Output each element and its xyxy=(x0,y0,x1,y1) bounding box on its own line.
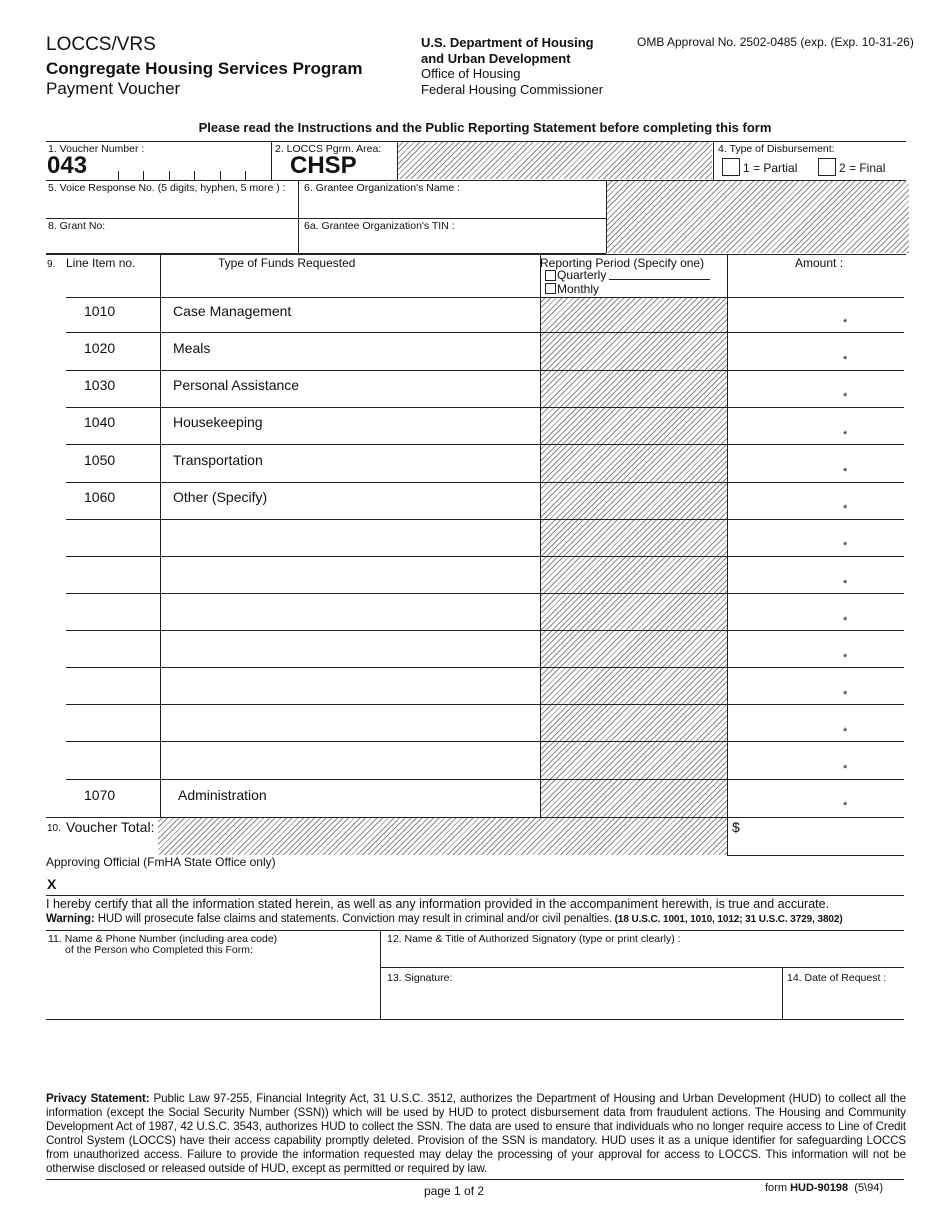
amount-asterisk[interactable]: * xyxy=(843,578,848,590)
funds-type-header: Type of Funds Requested xyxy=(218,256,356,270)
office-line-1: Office of Housing xyxy=(421,66,521,81)
reporting-period-header: Reporting Period (Specify one) xyxy=(540,256,705,270)
amount-asterisk[interactable]: * xyxy=(843,726,848,738)
funds-type: Meals xyxy=(173,340,211,356)
quarterly-label: Quarterly xyxy=(557,268,607,282)
final-label: 2 = Final xyxy=(839,161,886,175)
privacy-text: Public Law 97-255, Financial Integrity Act, 31 U.S.C. 3512, authorizes the Department of Housing and Urban Development (HUD) to collect all the information (except the Social Security Number (SSN)) which will be used by HUD to protect disbursement data from fraudulent actions. The Housing and Community Development Act of 1987, 42 U.S.C. 3543, authorizes HUD to collect the SSN. The data are used to ensure that individuals who no longer require access to Line of Credit Control System (LOCCS) have their access capability promptly deleted. Provision of the SSN is mandatory. HUD uses it as a unique identifier for safeguarding LOCCS from unauthorized access. Failure to provide the information requested may delay the processing of your approval for access to LOCCS. This information will not be otherwise disclosed or released outside of HUD, except as permitted or required by law. xyxy=(46,1092,907,1176)
warning-label: Warning: xyxy=(46,913,95,925)
warning-statement xyxy=(46,913,843,925)
name-phone-label-1: 11. Name & Phone Number (including area code) xyxy=(48,933,278,945)
amount-asterisk[interactable]: * xyxy=(843,689,848,701)
funds-type: Transportation xyxy=(173,452,263,468)
line-item-code: 1050 xyxy=(84,452,116,468)
amount-asterisk[interactable]: * xyxy=(843,800,848,812)
funds-type: Personal Assistance xyxy=(173,377,300,393)
privacy-title: Privacy Statement: xyxy=(46,1092,150,1105)
section-9-number: 9. xyxy=(47,259,56,270)
agency-line-1: U.S. Department of Housing xyxy=(421,35,594,50)
monthly-label: Monthly xyxy=(557,282,600,296)
loccs-area-label: 2. LOCCS Pgrm. Area: xyxy=(275,143,382,155)
approving-official-label: Approving Official (FmHA State Office only) xyxy=(46,855,276,869)
approval-signature-mark[interactable]: X xyxy=(47,876,57,892)
form-prefix: form xyxy=(765,1182,791,1194)
grantee-tin-label: 6a. Grantee Organization's TIN : xyxy=(304,220,455,232)
amount-asterisk[interactable]: * xyxy=(843,317,848,329)
hatched-area-grantee xyxy=(607,181,909,253)
amount-asterisk[interactable]: * xyxy=(843,652,848,664)
form-date: (5\94) xyxy=(854,1182,884,1194)
funds-type: Other (Specify) xyxy=(173,489,268,505)
amount-asterisk[interactable]: * xyxy=(843,503,848,515)
partial-label: 1 = Partial xyxy=(743,161,798,175)
funds-type: Administration xyxy=(178,787,267,803)
quarterly-checkbox[interactable] xyxy=(545,270,556,281)
signature-label: 13. Signature: xyxy=(387,972,453,984)
warning-text: HUD will prosecute false claims and statements. Conviction may result in criminal and/or civil penalties. xyxy=(94,913,612,925)
voucher-total-dollar[interactable]: $ xyxy=(732,819,740,835)
line-item-code: 1030 xyxy=(84,377,116,393)
office-line-2: Federal Housing Commissioner xyxy=(421,82,604,97)
form-id xyxy=(765,1182,883,1194)
agency-line-2: and Urban Development xyxy=(421,51,571,66)
funds-type: Housekeeping xyxy=(173,414,263,430)
amount-asterisk[interactable]: * xyxy=(843,615,848,627)
disbursement-type-label: 4. Type of Disbursement: xyxy=(718,143,835,155)
privacy-statement xyxy=(46,1092,906,1177)
voice-response-label: 5. Voice Response No. (5 digits, hyphen, 5 more ) : xyxy=(48,182,286,194)
omb-approval: OMB Approval No. 2502-0485 (exp. (Exp. 10-31-26) xyxy=(637,35,914,49)
amount-asterisk[interactable]: * xyxy=(843,354,848,366)
section-10-number: 10. xyxy=(47,823,61,834)
line-item-code: 1060 xyxy=(84,489,116,505)
amount-asterisk[interactable]: * xyxy=(843,391,848,403)
amount-header: Amount : xyxy=(795,256,844,270)
partial-checkbox[interactable] xyxy=(722,158,740,176)
funds-type: Case Management xyxy=(173,303,292,319)
line-item-header: Line Item no. xyxy=(66,256,136,270)
instructions-notice: Please read the Instructions and the Public Reporting Statement before completing this form xyxy=(198,120,772,135)
line-item-code: 1010 xyxy=(84,303,116,319)
voucher-total-label: Voucher Total: xyxy=(66,819,155,835)
amount-asterisk[interactable]: * xyxy=(843,540,848,552)
form-number: HUD-90198 xyxy=(790,1182,849,1194)
amount-asterisk[interactable]: * xyxy=(843,763,848,775)
final-checkbox[interactable] xyxy=(818,158,836,176)
monthly-checkbox[interactable] xyxy=(545,283,556,294)
grantee-name-label: 6. Grantee Organization's Name : xyxy=(304,182,461,194)
date-of-request-label: 14. Date of Request : xyxy=(787,972,887,984)
grant-no-label: 8. Grant No: xyxy=(48,220,106,232)
amount-asterisk[interactable]: * xyxy=(843,466,848,478)
loccs-area-value[interactable]: CHSP xyxy=(290,152,357,179)
line-item-code: 1040 xyxy=(84,414,116,430)
hatched-total xyxy=(158,817,727,855)
program-title: Congregate Housing Services Program xyxy=(46,59,363,78)
page-number: page 1 of 2 xyxy=(424,1184,485,1198)
voucher-number-label: 1. Voucher Number : xyxy=(48,143,145,155)
hatched-area-program xyxy=(398,142,712,179)
name-phone-label-2: of the Person who Completed this Form: xyxy=(65,944,253,956)
document-type: Payment Voucher xyxy=(46,79,181,98)
hatched-reporting-period xyxy=(541,297,727,817)
warning-citation: (18 U.S.C. 1001, 1010, 1012; 31 U.S.C. 3729, 3802) xyxy=(611,914,843,925)
certification-statement: I hereby certify that all the information stated herein, as well as any information provided in the accompaniment herewith, is true and accurate. xyxy=(46,897,830,911)
system-title: LOCCS/VRS xyxy=(46,34,156,55)
voucher-number-value[interactable]: 043 xyxy=(47,152,88,179)
authorized-signatory-label: 12. Name & Title of Authorized Signatory (type or print clearly) : xyxy=(387,933,681,945)
line-item-code: 1070 xyxy=(84,787,116,803)
amount-asterisk[interactable]: * xyxy=(843,429,848,441)
line-item-code: 1020 xyxy=(84,340,116,356)
